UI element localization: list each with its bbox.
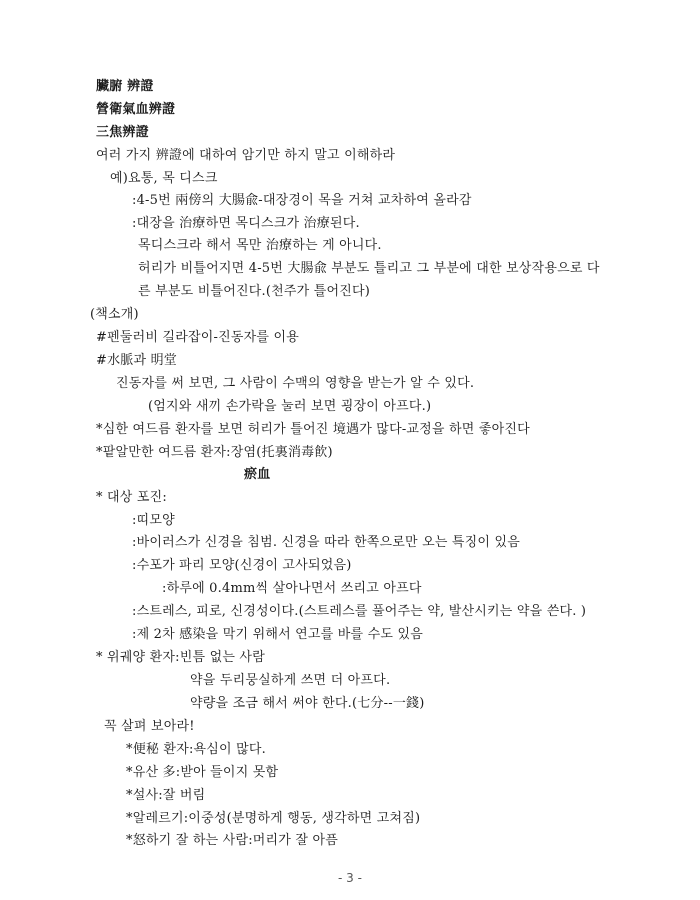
- text-line: (책소개): [90, 307, 139, 323]
- text-line: *유산 多:받아 들이지 못함: [126, 764, 279, 780]
- text-line: 예)요통, 목 디스크: [110, 170, 218, 186]
- text-line: *설사:잘 버림: [126, 787, 206, 803]
- text-line: :하루에 0.4mm씩 살아나면서 쓰리고 아프다: [162, 581, 422, 597]
- text-line: :띠모양: [132, 512, 175, 528]
- text-line: 약량을 조금 해서 써야 한다.(七分--一錢): [190, 695, 425, 711]
- text-line: *怒하기 잘 하는 사람:머리가 잘 아픔: [126, 833, 338, 849]
- text-line: :스트레스, 피로, 신경성이다.(스트레스를 풀어주는 약, 발산시키는 약을 쓴다. ): [132, 604, 587, 620]
- heading-yingwei-qixue: 營衛氣血辨證: [96, 101, 176, 117]
- text-line: :대장을 治療하면 목디스크가 治療된다.: [132, 215, 360, 231]
- text-line: * 대상 포진:: [96, 489, 167, 505]
- text-line: :수포가 파리 모양(신경이 고사되었음): [132, 558, 352, 574]
- text-line: 여러 가지 辨證에 대하여 암기만 하지 말고 이해하라: [96, 147, 396, 163]
- text-line: * 위궤양 환자:빈틈 없는 사람: [96, 650, 265, 666]
- text-line: #펜둘러비 길라잡이-진동자를 이용: [96, 330, 299, 346]
- text-line: *팥알만한 여드름 환자:장염(托裏消毒飮): [96, 444, 333, 460]
- text-line: *便秘 환자:욕심이 많다.: [126, 741, 266, 757]
- heading-sanjiao: 三焦辨證: [96, 124, 149, 140]
- text-line: 른 부분도 비틀어진다.(천주가 틀어진다): [138, 284, 371, 300]
- text-line: :4-5번 兩傍의 大腸兪-대장경이 목을 거쳐 교차하여 올라감: [132, 192, 472, 208]
- text-line: (엄지와 새끼 손가락을 눌러 보면 굉장이 아프다.): [148, 398, 432, 414]
- text-line-yuxue: 瘀血: [244, 466, 271, 482]
- text-line: 꼭 살펴 보아라!: [104, 718, 195, 734]
- text-line: :제 2차 感染을 막기 위해서 연고를 바를 수도 있음: [132, 627, 423, 643]
- text-line: *심한 여드름 환자를 보면 허리가 틀어진 境遇가 많다-교정을 하면 좋아진다: [96, 421, 530, 437]
- text-line: :바이러스가 신경을 침범. 신경을 따라 한쪽으로만 오는 특징이 있음: [132, 535, 521, 551]
- heading-zangfu-bianzheng: 臟腑 辨證: [96, 79, 154, 94]
- text-line: 허리가 비틀어지면 4-5번 大腸兪 부분도 틀리고 그 부분에 대한 보상작용으로 다: [138, 261, 600, 277]
- text-line: 목디스크라 해서 목만 治療하는 게 아니다.: [138, 238, 382, 254]
- text-line: 진동자를 써 보면, 그 사람이 수맥의 영향을 받는가 알 수 있다.: [116, 376, 475, 391]
- page-number: - 3 -: [338, 871, 362, 885]
- text-line: 약을 두리뭉실하게 쓰면 더 아프다.: [190, 673, 391, 688]
- text-line: *알레르기:이중성(분명하게 행동, 생각하면 고쳐짐): [126, 810, 421, 826]
- text-line: #水脈과 明堂: [96, 353, 177, 369]
